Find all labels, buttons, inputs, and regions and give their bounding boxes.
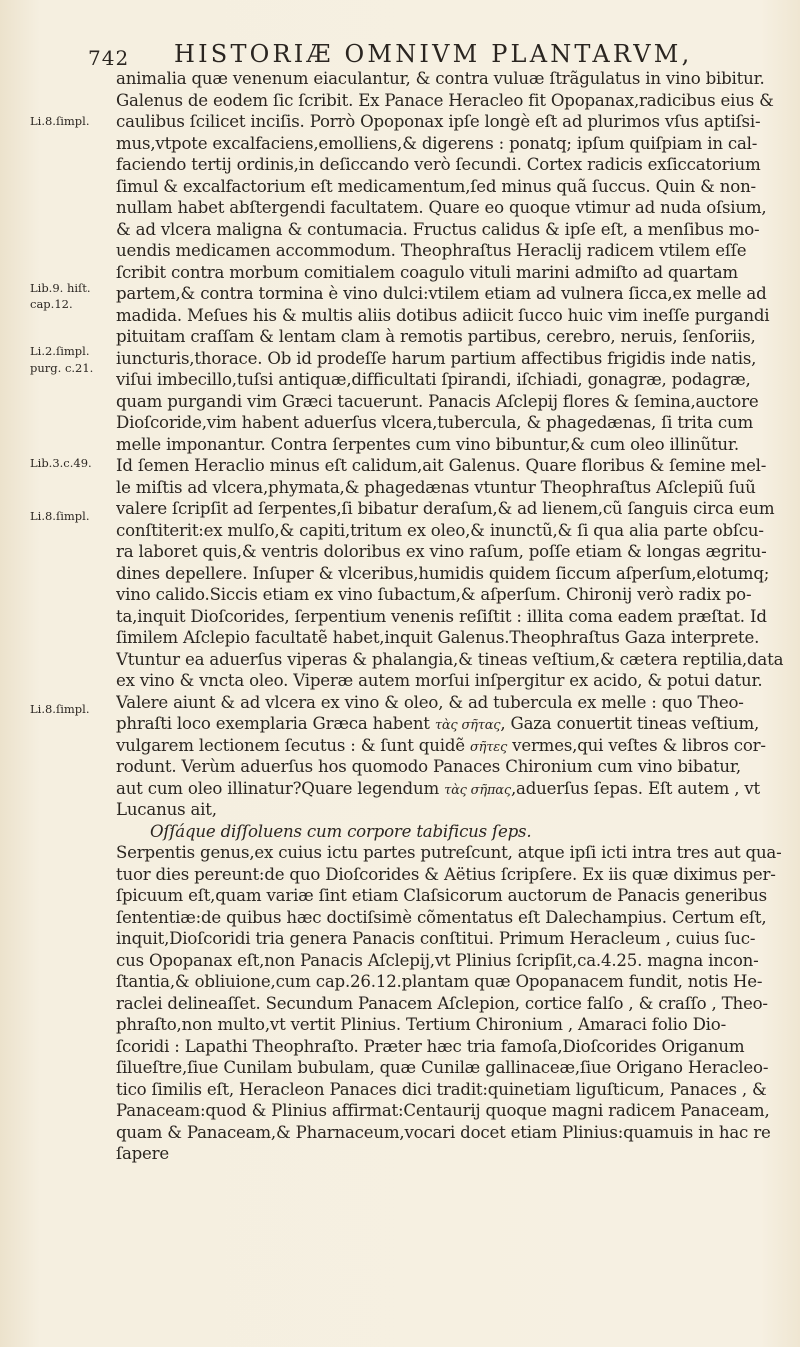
text-line: tuor dies pereunt:de quo Dioſcorides & Aëtius ſcripſere. Ex iis quæ diximus per- — [116, 864, 776, 884]
text-line: ſimul & excalfactorium eſt medicamentum,ſed minus quã ſuccus. Quin & non- — [116, 176, 756, 196]
text-segment: , Gaza conuertit tineas veſtium, — [500, 714, 760, 733]
text-line: mus,vtpote excalfaciens,emolliens,& digerens : ponatq; ipſum quiſpiam in cal- — [116, 133, 758, 153]
text-line: conſtiterit:ex mulſo,& capiti,tritum ex oleo,& inunctũ,& ſi qua alia parte obſcu- — [116, 520, 764, 540]
text-line: partem,& contra tormina è vino dulci:vtilem etiam ad vulnera ſicca,ex melle ad — [116, 284, 767, 303]
text-line: Panaceam:quod & Plinius affirmat:Centaurij quoque magni radicem Panaceam, — [116, 1101, 770, 1120]
text-line: inquit,Dioſcoridi tria genera Panacis conſtitui. Primum Heracleum , cuius ſuc- — [116, 929, 756, 948]
text-line: ſcribit contra morbum comitialem coagulo vituli marini admiſto ad quartam — [116, 262, 738, 282]
text-line: vino calido.Siccis etiam ex vino ſubactum,& aſperſum. Chironij verò radix po- — [116, 585, 752, 604]
text-line: ſimilem Aſclepio facultatẽ habet,inquit Galenus.Theophraſtus Gaza interprete. — [116, 628, 760, 647]
catchword — [116, 1165, 788, 1187]
margin-note: Lib.9. hiſt. — [30, 281, 91, 295]
margin-note: Li.8.ſimpl. — [30, 702, 90, 716]
text-line: pituitam craſſam & lentam clam à remotis partibus, cerebro, neruis, ſenſoriis, — [116, 327, 756, 346]
page-number: 742 — [88, 46, 130, 70]
margin-note: purg. c.21. — [30, 361, 94, 375]
margin-note: Lib.3.c.49. — [30, 456, 92, 470]
text-line-with-greek — [116, 778, 788, 800]
text-line: ſapere — [116, 1144, 170, 1163]
text-line: valere ſcripſit ad ſerpentes,ſi bibatur deraſum,& ad lienem,cũ ſanguis circa eum — [116, 499, 775, 518]
text-line: Valere aiunt & ad vlcera ex vino & oleo, & ad tubercula ex melle : quo Theo- — [116, 692, 744, 712]
text-line: le miſtis ad vlcera,phymata,& phagedænas vtuntur Theophraſtus Aſclepiũ ſuũ — [116, 477, 756, 497]
text-line: Id ſemen Heraclio minus eſt calidum,ait Galenus. Quare floribus & ſemine mel- — [116, 456, 767, 475]
text-line: caulibus ſcilicet inciſis. Porrò Opoponax ipſe longè eſt ad plurimos vſus aptiſsi- — [116, 112, 761, 131]
text-segment: aut cum oleo illinatur?Quare legendum — [116, 778, 440, 798]
text-line: ſcoridi : Lapathi Theophraſto. Præter hæc tria famoſa,Dioſcorides Origanum — [116, 1036, 745, 1056]
text-line: Lucanus ait, — [116, 800, 217, 819]
verse-quotation: Oſſáque diſſoluens cum corpore tabificus ſeps. — [150, 821, 532, 841]
margin-note: Li.8.ſimpl. — [30, 509, 90, 523]
greek-word: τὰς σῆτας — [434, 718, 501, 733]
text-line: & ad vlcera maligna & contumacia. Fructus calidus & ipſe eſt, a menſibus mo- — [116, 219, 760, 239]
margin-note: Li.8.ſimpl. — [30, 114, 90, 128]
text-line: raclei delineaſſet. Secundum Panacem Aſclepion, cortice falſo , & craſſo , Theo- — [116, 993, 768, 1013]
text-line: melle imponantur. Contra ſerpentes cum vino bibuntur,& cum oleo illinũtur. — [116, 434, 739, 454]
text-line: dines depellere. Inſuper & vlceribus,humidis quidem ſiccum aſperſum,elotumq; — [116, 563, 770, 583]
text-line: ſententiæ:de quibus hæc doctiſsimè cõmentatus eſt Dalechampius. Certum eſt, — [116, 907, 767, 927]
margin-note: cap.12. — [30, 297, 73, 311]
text-line: Galenus de eodem ſic ſcribit. Ex Panace Heracleo fit Opopanax,radicibus eius & — [116, 90, 774, 110]
text-line: phraſto,non multo,vt vertit Plinius. Tertium Chironium , Amaraci folio Dio- — [116, 1015, 726, 1034]
text-line: Dioſcoride,vim habent aduerſus vlcera,tubercula, & phagedænas, ſi trita cum — [116, 413, 753, 432]
text-line: uendis medicamen accommodum. Theophraſtus Heraclij radicem vtilem eſſe — [116, 241, 747, 260]
text-segment: ,aduerſus ſepas. Eſt autem , vt — [510, 778, 761, 798]
text-line: rodunt. Verùm aduerſus hos quomodo Panaces Chironium cum vino bibatur, — [116, 757, 741, 776]
text-segment: vermes,qui veſtes & libros cor- — [507, 735, 766, 755]
text-line: quam & Panaceam,& Pharnaceum,vocari docet etiam Plinius:quamuis in hac re — [116, 1122, 771, 1142]
text-line: faciendo tertij ordinis,in deſiccando verò ſecundi. Cortex radicis exſiccatorium — [116, 155, 761, 174]
text-line: ta,inquit Dioſcorides, ſerpentium venenis reſiſtit : illita coma eadem præſtat. Id — [116, 606, 767, 626]
text-line: Vtuntur ea aduerſus viperas & phalangia,& tineas veſtium,& cætera reptilia,data — [116, 649, 784, 669]
text-line-with-greek — [116, 713, 788, 735]
text-line: Serpentis genus,ex cuius ictu partes putreſcunt, atque ipſi icti intra tres aut qua- — [116, 843, 782, 862]
text-line: madida. Meſues his & multis aliis dotibus adiicit ſucco huic vim ineſſe purgandi — [116, 305, 770, 325]
text-line: animalia quæ venenum eiaculantur, & contra vuluæ ſtrãgulatus in vino bibitur. — [116, 69, 765, 88]
greek-word: σῆτες — [469, 739, 508, 755]
text-line: ex vino & vncta oleo. Viperæ autem morſui inſpergitur ex acido, & potui datur. — [116, 671, 763, 690]
margin-note: Li.2.ſimpl. — [30, 344, 90, 358]
greek-word: τὰς σῆπας — [444, 782, 511, 798]
text-line: ſtantia,& obliuione,cum cap.26.12.plantam quæ Opopanacem fundit, notis He- — [116, 972, 763, 991]
text-line: cus Opopanax eſt,non Panacis Aſclepij,vt Plinius ſcripſit,ca.4.25. magna incon- — [116, 950, 759, 970]
text-line: viſui imbecillo,tuſsi antiquæ,difficultati ſpirandi, iſchiadi, gonagræ, podagræ, — [116, 370, 751, 389]
text-line: tico ſimilis eſt, Heracleon Panaces dici tradit:quinetiam liguſticum, Panaces , & — [116, 1079, 767, 1099]
text-segment: vulgarem lectionem ſecutus : & ſunt quidẽ — [116, 735, 465, 755]
text-line: ſpicuum eſt,quam variæ ſint etiam Claſsicorum auctorum de Panacis generibus — [116, 886, 767, 905]
text-line: ſilueſtre,ſiue Cunilam bubulam, quæ Cunilæ gallinaceæ,ſiue Origano Heracleo- — [116, 1058, 769, 1077]
text-line: ra laboret quis,& ventris doloribus ex vino raſum, poſſe etiam & longas ægritu- — [116, 542, 767, 561]
running-title: HISTORIÆ OMNIVM PLANTARVM, — [174, 40, 693, 68]
text-line-with-greek — [116, 735, 788, 757]
text-segment: phraſti loco exemplaria Græca habent — [116, 714, 430, 733]
text-line: nullam habet abſtergendi facultatem. Quare eo quoque vtimur ad nuda oſsium, — [116, 198, 767, 217]
text-line: iuncturis,thorace. Ob id prodeſſe harum partium affectibus frigidis inde natis, — [116, 348, 757, 368]
text-line: quam purgandi vim Græci tacuerunt. Panacis Aſclepij flores & ſemina,auctore — [116, 391, 759, 411]
body-text — [116, 68, 788, 1186]
